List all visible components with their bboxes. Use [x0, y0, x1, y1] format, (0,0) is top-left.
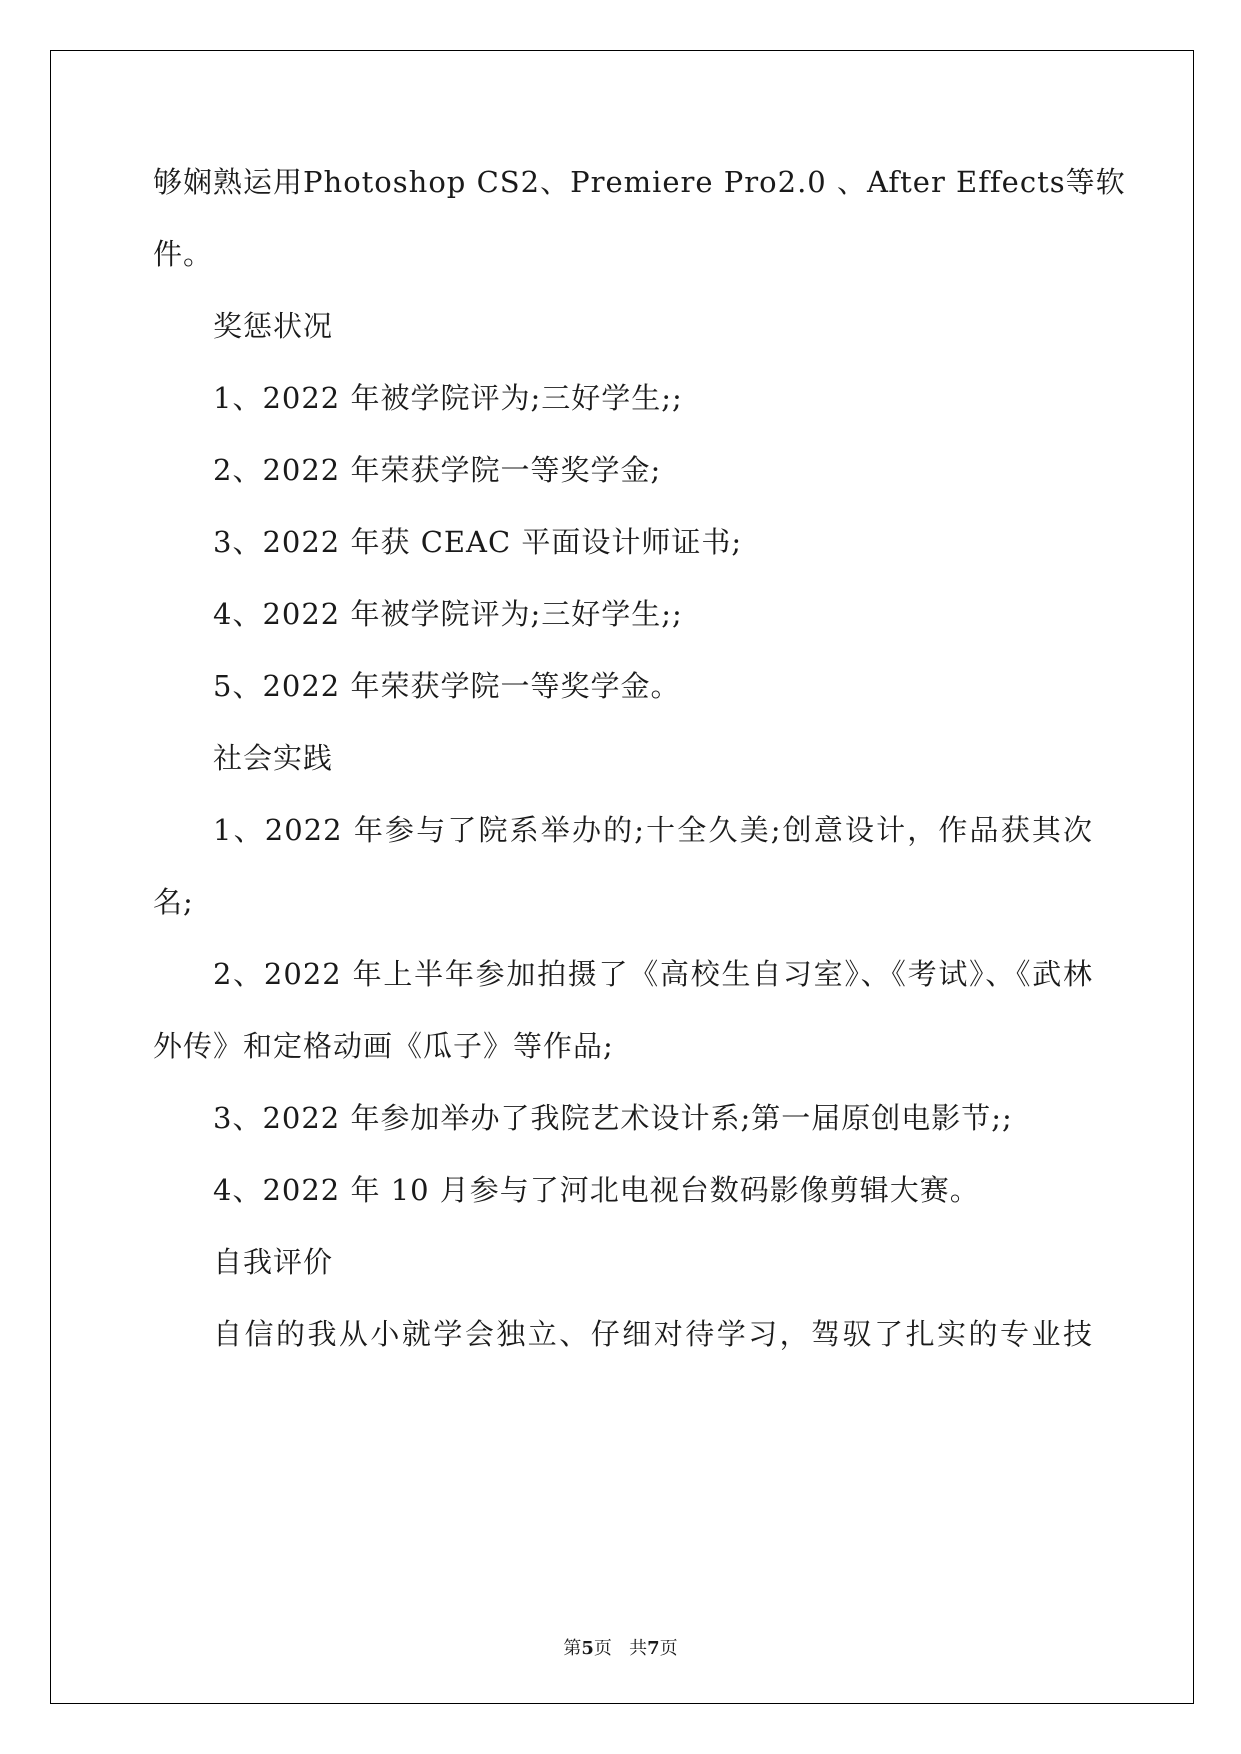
current-page-number: 5 — [581, 1638, 594, 1659]
list-item: 3、2022 年获 CEAC 平面设计师证书; — [213, 525, 743, 559]
list-item: 4、2022 年被学院评为;三好学生;; — [213, 597, 683, 631]
list-item: 3、2022 年参加举办了我院艺术设计系;第一届原创电影节;; — [213, 1101, 1013, 1135]
text-line: 名; — [153, 885, 194, 919]
text-line: 够娴熟运用Photoshop CS2、Premiere Pro2.0 、After Effects等软 — [153, 165, 1126, 199]
list-item: 1、2022 年被学院评为;三好学生;; — [213, 381, 683, 415]
page-border — [50, 50, 1194, 1704]
footer-suffix: 页 — [659, 1638, 678, 1659]
section-heading-self-evaluation: 自我评价 — [213, 1245, 334, 1279]
text-line: 件。 — [153, 237, 214, 271]
footer-mid: 页 共 — [593, 1638, 648, 1659]
list-item: 5、2022 年荣获学院一等奖学金。 — [213, 669, 681, 703]
footer-prefix: 第 — [563, 1638, 582, 1659]
section-heading-practice: 社会实践 — [213, 741, 334, 775]
page-footer — [0, 1634, 1241, 1660]
section-heading-awards: 奖惩状况 — [213, 309, 334, 343]
list-item: 1、2022 年参与了院系举办的;十全久美;创意设计，作品获其次 — [213, 813, 1093, 847]
list-item: 2、2022 年上半年参加拍摄了《高校生自习室》、《考试》、《武林 — [213, 957, 1093, 991]
paragraph-line: 自信的我从小就学会独立、仔细对待学习，驾驭了扎实的专业技 — [213, 1317, 1093, 1351]
list-item: 2、2022 年荣获学院一等奖学金; — [213, 453, 662, 487]
total-page-number: 7 — [647, 1638, 660, 1659]
text-line: 外传》和定格动画《瓜子》等作品; — [153, 1029, 614, 1063]
list-item: 4、2022 年 10 月参与了河北电视台数码影像剪辑大赛。 — [213, 1173, 980, 1207]
